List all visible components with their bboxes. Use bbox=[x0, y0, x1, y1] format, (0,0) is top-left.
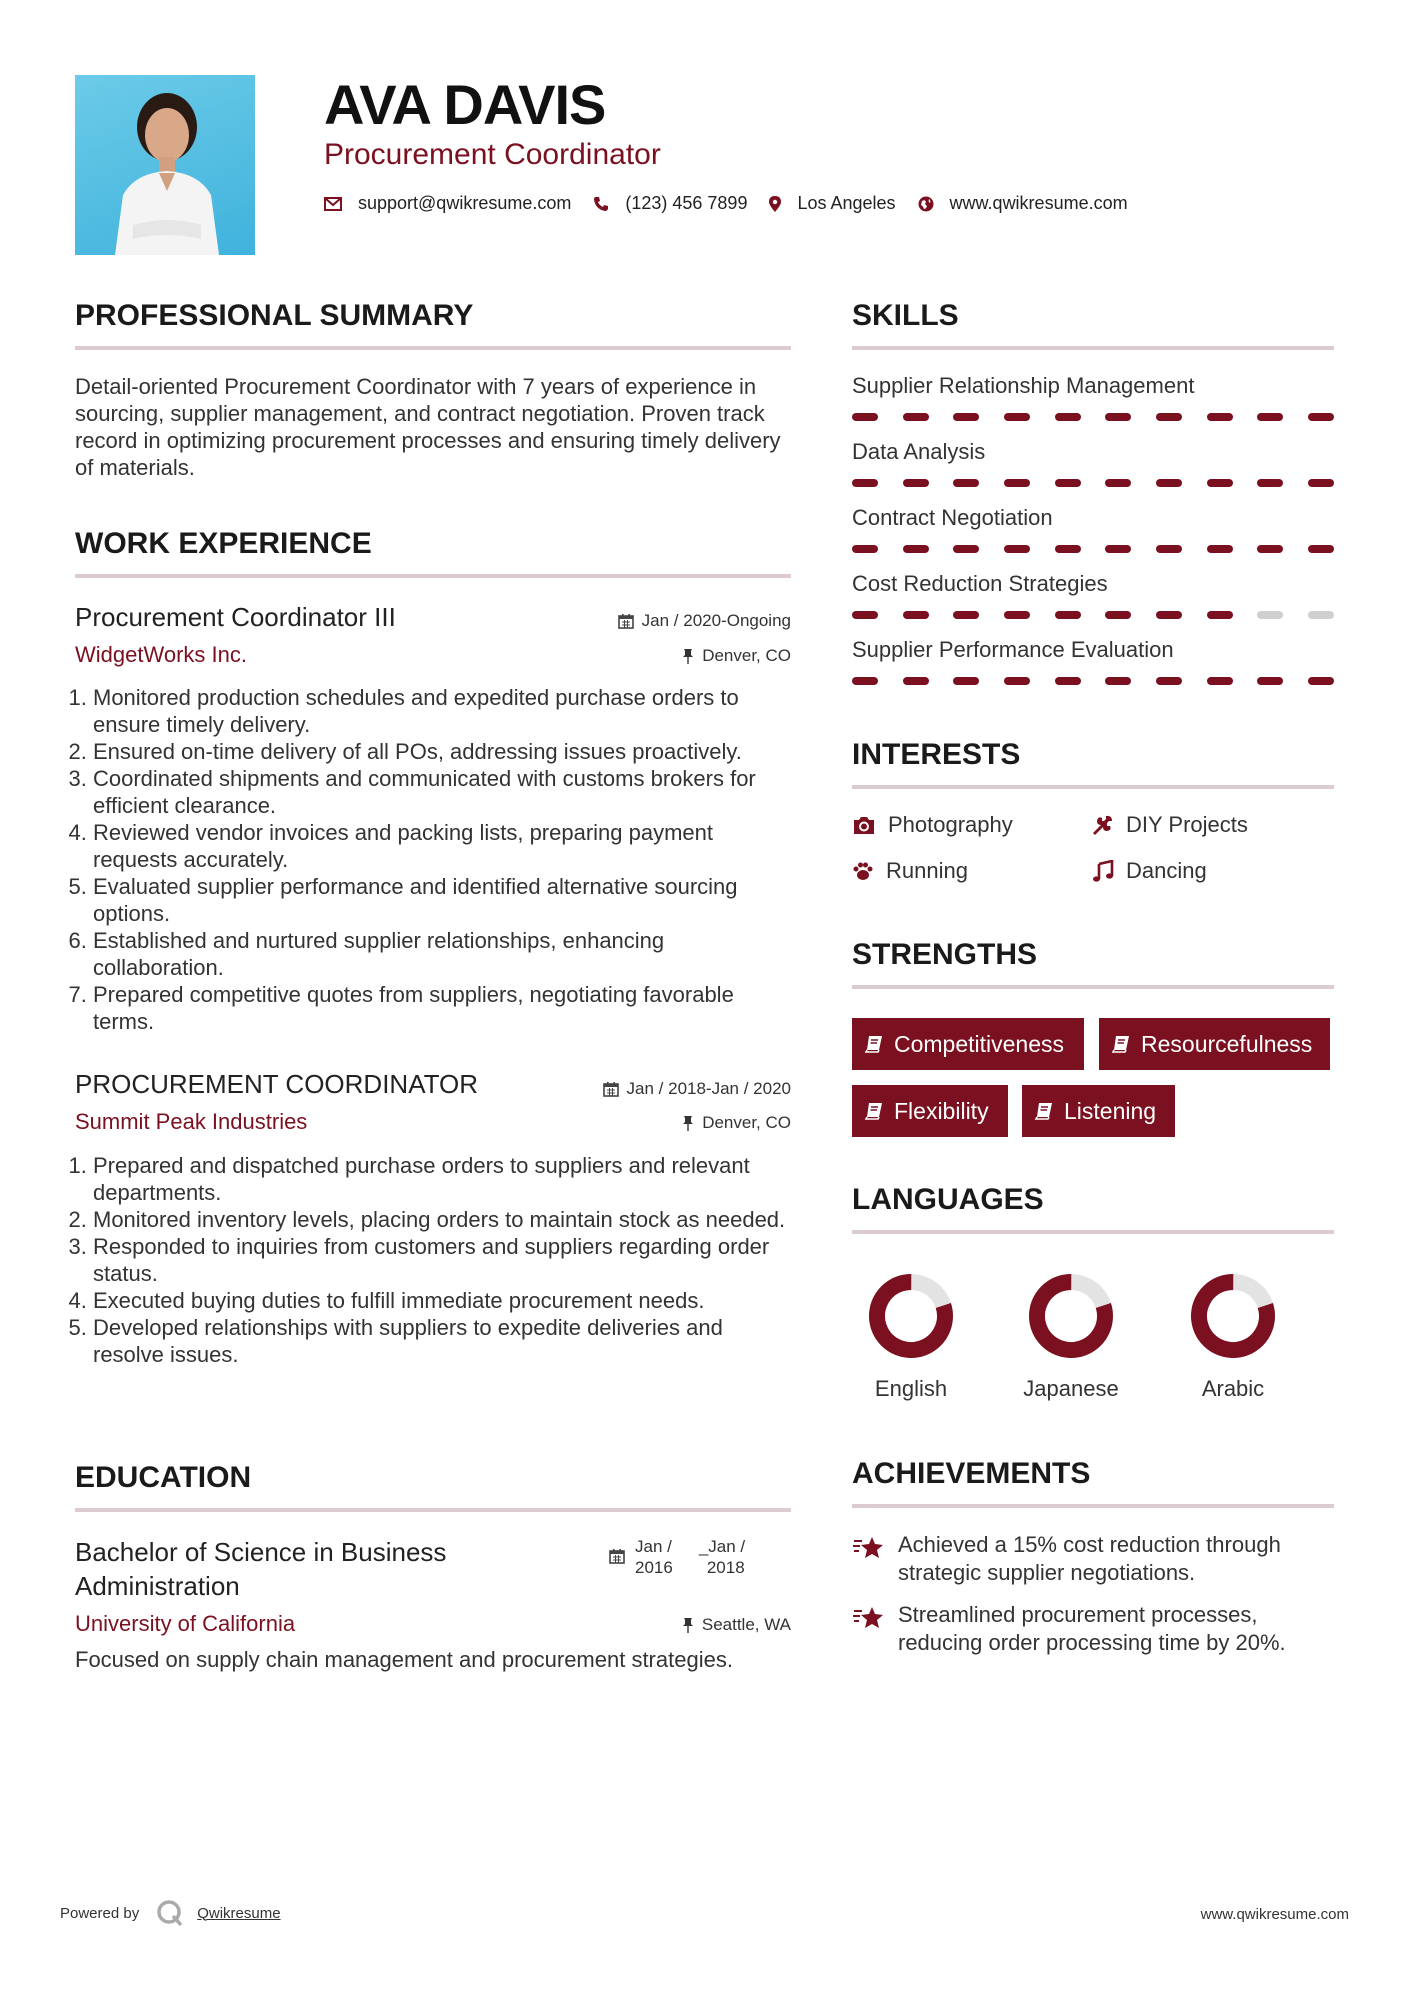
degree-line-1: Bachelor of Science in Business bbox=[75, 1537, 447, 1567]
experience-heading: WORK EXPERIENCE bbox=[75, 527, 372, 560]
experience-rule bbox=[75, 574, 791, 578]
skill-dash bbox=[852, 677, 878, 685]
skills-rule bbox=[852, 346, 1334, 350]
skill-dash bbox=[1308, 611, 1334, 619]
profile-photo bbox=[75, 75, 255, 255]
skill-dash bbox=[1105, 479, 1131, 487]
achievement-item bbox=[852, 1601, 1334, 1657]
map-pin-icon bbox=[769, 196, 781, 212]
ring-fill bbox=[1028, 1273, 1114, 1359]
end-month: _Jan / bbox=[698, 1537, 746, 1556]
job-date-text: Jan / 2020-Ongoing bbox=[641, 611, 791, 630]
skill-dash bbox=[1207, 479, 1233, 487]
languages-rule bbox=[852, 1230, 1334, 1234]
calendar-icon bbox=[603, 1081, 619, 1097]
skill-dash bbox=[1004, 677, 1030, 685]
skill-dash bbox=[852, 611, 878, 619]
job-bullets bbox=[93, 1152, 793, 1368]
skill-meter bbox=[852, 479, 1334, 487]
languages-heading: LANGUAGES bbox=[852, 1183, 1044, 1216]
education-end bbox=[699, 1536, 745, 1578]
strengths-heading: STRENGTHS bbox=[852, 938, 1038, 971]
pushpin-icon bbox=[682, 1115, 694, 1131]
skill-dash bbox=[1257, 545, 1283, 553]
bullet-item: 2. Monitored inventory levels, placing orders to maintain stock as needed. bbox=[93, 1206, 793, 1233]
candidate-title: Procurement Coordinator bbox=[324, 138, 661, 171]
skill-dash bbox=[1055, 677, 1081, 685]
skill-dash bbox=[1308, 545, 1334, 553]
job-location-text: Denver, CO bbox=[702, 646, 791, 665]
skill-dash bbox=[1308, 413, 1334, 421]
interest-item bbox=[1092, 812, 1248, 838]
interest-label: Running bbox=[886, 858, 968, 883]
strength-label: Resourcefulness bbox=[1141, 1030, 1313, 1057]
skill-dash bbox=[1156, 413, 1182, 421]
language-label: Arabic bbox=[1201, 1376, 1265, 1401]
skill-dash bbox=[953, 677, 979, 685]
skill-dash bbox=[1004, 413, 1030, 421]
job-company: WidgetWorks Inc. bbox=[75, 642, 247, 667]
language-label: English bbox=[874, 1376, 948, 1401]
skill-dash bbox=[1257, 413, 1283, 421]
strength-tag bbox=[852, 1018, 1084, 1070]
skill-dash bbox=[852, 545, 878, 553]
education-date bbox=[609, 1536, 745, 1578]
contact-phone[interactable] bbox=[593, 193, 747, 214]
email-text: support@qwikresume.com bbox=[358, 193, 572, 213]
skill-dash bbox=[1207, 611, 1233, 619]
skill-dash bbox=[1004, 545, 1030, 553]
bullet-item: 6. Established and nurtured supplier relationships, enhancing collaboration. bbox=[93, 927, 793, 981]
skill-dash bbox=[1257, 479, 1283, 487]
education-heading: EDUCATION bbox=[75, 1461, 252, 1494]
interests-rule bbox=[852, 785, 1334, 789]
job-location bbox=[682, 1113, 791, 1133]
bullet-item: 4. Reviewed vendor invoices and packing lists, preparing payment requests accurately. bbox=[93, 819, 793, 873]
skill-dash bbox=[1055, 479, 1081, 487]
strengths-rule bbox=[852, 985, 1334, 989]
skill-dash bbox=[1105, 545, 1131, 553]
skill-meter bbox=[852, 611, 1334, 619]
ring-fill bbox=[868, 1273, 954, 1359]
achievement-text: Achieved a 15% cost reduction through strategic supplier negotiations. bbox=[898, 1532, 1281, 1585]
pushpin-icon bbox=[682, 1617, 694, 1633]
calendar-icon bbox=[609, 1548, 625, 1564]
bullet-item: 3. Responded to inquiries from customers and suppliers regarding order status. bbox=[93, 1233, 793, 1287]
skill-dash bbox=[1055, 611, 1081, 619]
skill-meter bbox=[852, 545, 1334, 553]
skill-dash bbox=[852, 479, 878, 487]
strength-tag bbox=[852, 1085, 1008, 1137]
skill-dash bbox=[1004, 479, 1030, 487]
achievement-item bbox=[852, 1531, 1334, 1587]
skill-meter bbox=[852, 413, 1334, 421]
job-date bbox=[603, 1079, 791, 1099]
skill-dash bbox=[1308, 677, 1334, 685]
book-icon bbox=[864, 1101, 884, 1121]
camera-icon bbox=[852, 815, 876, 835]
qwikresume-logo-icon bbox=[155, 1898, 185, 1928]
skill-name: Cost Reduction Strategies bbox=[852, 571, 1108, 596]
star-icon bbox=[852, 1535, 884, 1561]
language-ring-english bbox=[868, 1273, 954, 1359]
strength-label: Listening bbox=[1064, 1097, 1157, 1124]
language-ring-arabic bbox=[1190, 1273, 1276, 1359]
skill-dash bbox=[1004, 611, 1030, 619]
footer-powered-by bbox=[60, 1898, 281, 1928]
education-location bbox=[682, 1615, 791, 1635]
job-title: Procurement Coordinator III bbox=[75, 602, 396, 632]
skill-dash bbox=[1156, 677, 1182, 685]
skill-dash bbox=[1257, 611, 1283, 619]
skill-name: Data Analysis bbox=[852, 439, 986, 464]
language-label: Japanese bbox=[1023, 1376, 1119, 1401]
language-ring-japanese bbox=[1028, 1273, 1114, 1359]
globe-icon bbox=[918, 196, 934, 212]
bullet-item: 1. Monitored production schedules and expedited purchase orders to ensure timely delivery. bbox=[93, 684, 793, 738]
job-title: PROCUREMENT COORDINATOR bbox=[75, 1069, 479, 1099]
summary-text: Detail-oriented Procurement Coordinator with 7 years of experience in sourcing, supplier management, and contract negotiation. Proven track record in optimizing procurement processes and ensuring timely delivery of materials. bbox=[75, 374, 781, 480]
interest-item bbox=[852, 858, 968, 884]
contact-bar bbox=[324, 193, 1150, 214]
skill-dash bbox=[953, 611, 979, 619]
skill-dash bbox=[1156, 479, 1182, 487]
bullet-item: 4. Executed buying duties to fulfill immediate procurement needs. bbox=[93, 1287, 793, 1314]
bullet-item: 7. Prepared competitive quotes from suppliers, negotiating favorable terms. bbox=[93, 981, 793, 1035]
education-location-text: Seattle, WA bbox=[701, 1615, 791, 1634]
education-start bbox=[635, 1536, 673, 1578]
skill-name: Supplier Performance Evaluation bbox=[852, 637, 1174, 662]
star-icon bbox=[852, 1605, 884, 1631]
skill-dash bbox=[1207, 413, 1233, 421]
school-name: University of California bbox=[75, 1611, 296, 1636]
skill-dash bbox=[852, 413, 878, 421]
skill-dash bbox=[1055, 545, 1081, 553]
summary-heading: PROFESSIONAL SUMMARY bbox=[75, 299, 474, 332]
skill-dash bbox=[1105, 413, 1131, 421]
achievements-heading: ACHIEVEMENTS bbox=[852, 1457, 1091, 1490]
book-icon bbox=[1111, 1034, 1131, 1054]
envelope-icon bbox=[324, 197, 342, 211]
language-rings bbox=[852, 1262, 1334, 1372]
music-note-icon bbox=[1092, 860, 1114, 882]
achievement-text: Streamlined procurement processes, reducing order processing time by 20%. bbox=[898, 1602, 1286, 1655]
job-location-text: Denver, CO bbox=[702, 1113, 791, 1132]
skill-dash bbox=[1105, 611, 1131, 619]
skill-dash bbox=[1207, 677, 1233, 685]
job-company: Summit Peak Industries bbox=[75, 1109, 308, 1134]
ring-fill bbox=[1190, 1273, 1276, 1359]
start-year: 2016 bbox=[635, 1558, 673, 1577]
footer-website[interactable]: www.qwikresume.com bbox=[1200, 1906, 1349, 1923]
bullet-item: 5. Evaluated supplier performance and identified alternative sourcing options. bbox=[93, 873, 793, 927]
strength-label: Flexibility bbox=[894, 1097, 989, 1124]
job-date-text: Jan / 2018-Jan / 2020 bbox=[626, 1079, 791, 1098]
strength-tag bbox=[1022, 1085, 1175, 1137]
interest-item bbox=[1092, 858, 1207, 884]
skill-dash bbox=[1156, 545, 1182, 553]
wrench-icon bbox=[1092, 814, 1114, 836]
skill-dash bbox=[903, 413, 929, 421]
website-text: www.qwikresume.com bbox=[949, 193, 1128, 213]
qwikresume-link[interactable]: Qwikresume bbox=[197, 1904, 281, 1922]
location-text: Los Angeles bbox=[797, 193, 896, 213]
contact-location bbox=[769, 193, 895, 214]
contact-email[interactable] bbox=[324, 193, 571, 214]
book-icon bbox=[1034, 1101, 1054, 1121]
interests-heading: INTERESTS bbox=[852, 738, 1021, 771]
skill-dash bbox=[1207, 545, 1233, 553]
skill-meter bbox=[852, 677, 1334, 685]
skill-dash bbox=[903, 611, 929, 619]
skill-dash bbox=[1156, 611, 1182, 619]
summary-rule bbox=[75, 346, 791, 350]
strength-label: Competitiveness bbox=[894, 1030, 1065, 1057]
calendar-icon bbox=[618, 613, 634, 629]
book-icon bbox=[864, 1034, 884, 1054]
interest-item bbox=[852, 812, 1013, 838]
education-rule bbox=[75, 1508, 791, 1512]
phone-text: (123) 456 7899 bbox=[625, 193, 748, 213]
paw-icon bbox=[852, 860, 874, 882]
skill-dash bbox=[903, 545, 929, 553]
job-location bbox=[682, 646, 791, 666]
skill-dash bbox=[1055, 413, 1081, 421]
phone-icon bbox=[593, 196, 609, 212]
start-month: Jan / bbox=[635, 1537, 672, 1556]
skill-dash bbox=[903, 479, 929, 487]
degree-title bbox=[75, 1535, 446, 1603]
skill-dash bbox=[903, 677, 929, 685]
pushpin-icon bbox=[682, 648, 694, 664]
end-year: 2018 bbox=[706, 1558, 745, 1577]
bullet-item: 5. Developed relationships with suppliers to expedite deliveries and resolve issues. bbox=[93, 1314, 793, 1368]
interest-label: Photography bbox=[888, 812, 1013, 837]
contact-website[interactable] bbox=[918, 193, 1128, 214]
skill-name: Contract Negotiation bbox=[852, 505, 1053, 530]
interest-label: DIY Projects bbox=[1126, 812, 1248, 837]
bullet-item: 3. Coordinated shipments and communicated with customs brokers for efficient clearance. bbox=[93, 765, 793, 819]
interest-label: Dancing bbox=[1126, 858, 1207, 883]
bullet-item: 2. Ensured on-time delivery of all POs, addressing issues proactively. bbox=[93, 738, 793, 765]
bullet-item: 1. Prepared and dispatched purchase orders to suppliers and relevant departments. bbox=[93, 1152, 793, 1206]
skill-dash bbox=[953, 413, 979, 421]
strength-tag bbox=[1099, 1018, 1330, 1070]
job-date bbox=[618, 611, 791, 631]
skill-dash bbox=[1257, 677, 1283, 685]
degree-line-2: Administration bbox=[75, 1571, 240, 1601]
skill-dash bbox=[953, 545, 979, 553]
skill-name: Supplier Relationship Management bbox=[852, 373, 1195, 398]
job-bullets bbox=[93, 684, 793, 1035]
skill-dash bbox=[1308, 479, 1334, 487]
education-description: Focused on supply chain management and procurement strategies. bbox=[75, 1647, 733, 1672]
powered-by-text: Powered by bbox=[60, 1904, 140, 1922]
skills-heading: SKILLS bbox=[852, 299, 959, 332]
skill-dash bbox=[953, 479, 979, 487]
candidate-name: AVA DAVIS bbox=[324, 73, 606, 136]
achievements-rule bbox=[852, 1504, 1334, 1508]
skill-dash bbox=[1105, 677, 1131, 685]
